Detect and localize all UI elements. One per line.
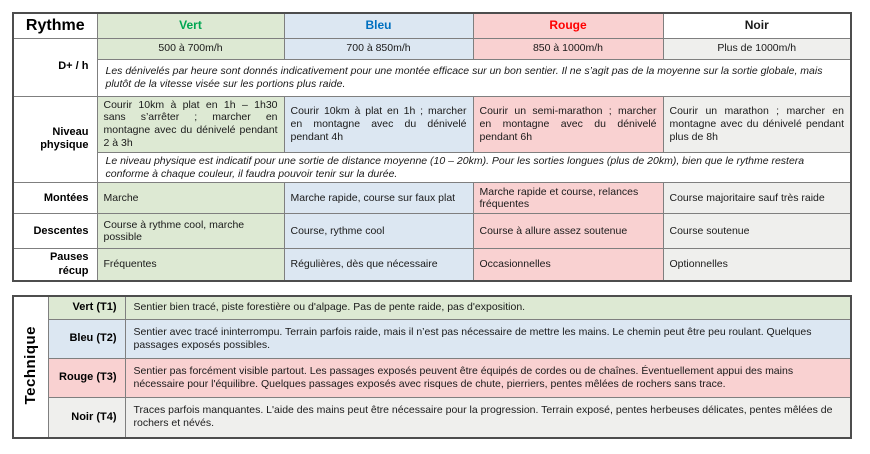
- pauses-rouge: Occasionnelles: [473, 249, 663, 281]
- pauses-bleu: Régulières, dès que nécessaire: [284, 249, 473, 281]
- row-label-montees: Montées: [13, 183, 97, 214]
- row-label-pauses: Pauses récup: [13, 249, 97, 281]
- descentes-row: [13, 214, 851, 249]
- column-header-rouge: Rouge: [473, 13, 663, 38]
- montees-row: [13, 183, 851, 214]
- row-label-descentes: Descentes: [13, 214, 97, 249]
- technique-row-t1: [13, 296, 851, 319]
- physical-vert: Courir 10km à plat en 1h – 1h30 sans s’arrêter ; marcher en montagne avec du dénivelé pendant 2 à 3h: [97, 96, 284, 152]
- dplus-bleu: 700 à 850m/h: [284, 38, 473, 59]
- technique-row-t3: [13, 358, 851, 397]
- descentes-bleu: Course, rythme cool: [284, 214, 473, 249]
- montees-vert: Marche: [97, 183, 284, 214]
- pauses-noir: Optionnelles: [663, 249, 851, 281]
- dplus-note-row: [13, 59, 851, 96]
- pauses-vert: Fréquentes: [97, 249, 284, 281]
- row-label-dplus: D+ / h: [13, 38, 97, 96]
- dplus-note: Les dénivelés par heure sont donnés indicativement pour une montée efficace sur un bon sentier. Il ne s’agit pas de la moyenne sur la sortie globale, mais plutôt de la vitesse visée sur les portions plus raide.: [97, 59, 851, 96]
- technique-desc-bleu-t2: Sentier avec tracé ininterrompu. Terrain parfois raide, mais il n’est pas nécessaire de mettre les mains. Le chemin peut être peu roulant. Quelques passages exposés possibles.: [125, 319, 851, 358]
- technique-desc-rouge-t3: Sentier pas forcément visible partout. Les passages exposés peuvent être équipés de cordes ou de chaînes. Éventuellement appui des mains nécessaire pour l'équilibre. Quelques passages exposés avec risques de chute, pierriers, pentes mêlées de rochers sans trace.: [125, 358, 851, 397]
- technique-label-vert-t1: Vert (T1): [48, 296, 125, 319]
- technique-row-t2: [13, 319, 851, 358]
- technique-vertical-label-text: Technique: [21, 325, 39, 405]
- dplus-vert: 500 à 700m/h: [97, 38, 284, 59]
- technique-vertical-label: [13, 296, 48, 438]
- descentes-vert: Course à rythme cool, marche possible: [97, 214, 284, 249]
- pauses-row: [13, 249, 851, 281]
- technique-desc-noir-t4: Traces parfois manquantes. L'aide des mains peut être nécessaire pour la progression. Terrain exposé, pentes herbeuses délicates, pentes mêlées de rochers et névés.: [125, 397, 851, 438]
- physical-bleu: Courir 10km à plat en 1h ; marcher en montagne avec du dénivelé pendant 4h: [284, 96, 473, 152]
- montees-bleu: Marche rapide, course sur faux plat: [284, 183, 473, 214]
- technique-label-noir-t4: Noir (T4): [48, 397, 125, 438]
- technique-label-rouge-t3: Rouge (T3): [48, 358, 125, 397]
- descentes-noir: Course soutenue: [663, 214, 851, 249]
- physical-note: Le niveau physique est indicatif pour une sortie de distance moyenne (10 – 20km). Pour les sorties longues (plus de 20km), bien que le rythme restera conforme à chaque couleur, il faudra pouvoir tenir sur la durée.: [97, 152, 851, 183]
- dplus-rouge: 850 à 1000m/h: [473, 38, 663, 59]
- physical-note-row: [13, 152, 851, 183]
- column-header-noir: Noir: [663, 13, 851, 38]
- physical-noir: Courir un marathon ; marcher en montagne avec du dénivelé pendant plus de 8h: [663, 96, 851, 152]
- dplus-values-row: [13, 38, 851, 59]
- descentes-rouge: Course à allure assez soutenue: [473, 214, 663, 249]
- column-header-bleu: Bleu: [284, 13, 473, 38]
- column-header-vert: Vert: [97, 13, 284, 38]
- montees-rouge: Marche rapide et course, relances fréquentes: [473, 183, 663, 214]
- technique-label-bleu-t2: Bleu (T2): [48, 319, 125, 358]
- physical-values-row: [13, 96, 851, 152]
- rhythm-corner-label: Rythme: [13, 13, 97, 38]
- technique-row-t4: [13, 397, 851, 438]
- row-label-physical: Niveau physique: [13, 96, 97, 183]
- technique-table: [12, 295, 852, 439]
- montees-noir: Course majoritaire sauf très raide: [663, 183, 851, 214]
- physical-rouge: Courir un semi-marathon ; marcher en montagne avec du dénivelé pendant 6h: [473, 96, 663, 152]
- rhythm-header-row: [13, 13, 851, 38]
- dplus-noir: Plus de 1000m/h: [663, 38, 851, 59]
- rhythm-table: [12, 12, 852, 282]
- technique-desc-vert-t1: Sentier bien tracé, piste forestière ou d'alpage. Pas de pente raide, pas d'exposition.: [125, 296, 851, 319]
